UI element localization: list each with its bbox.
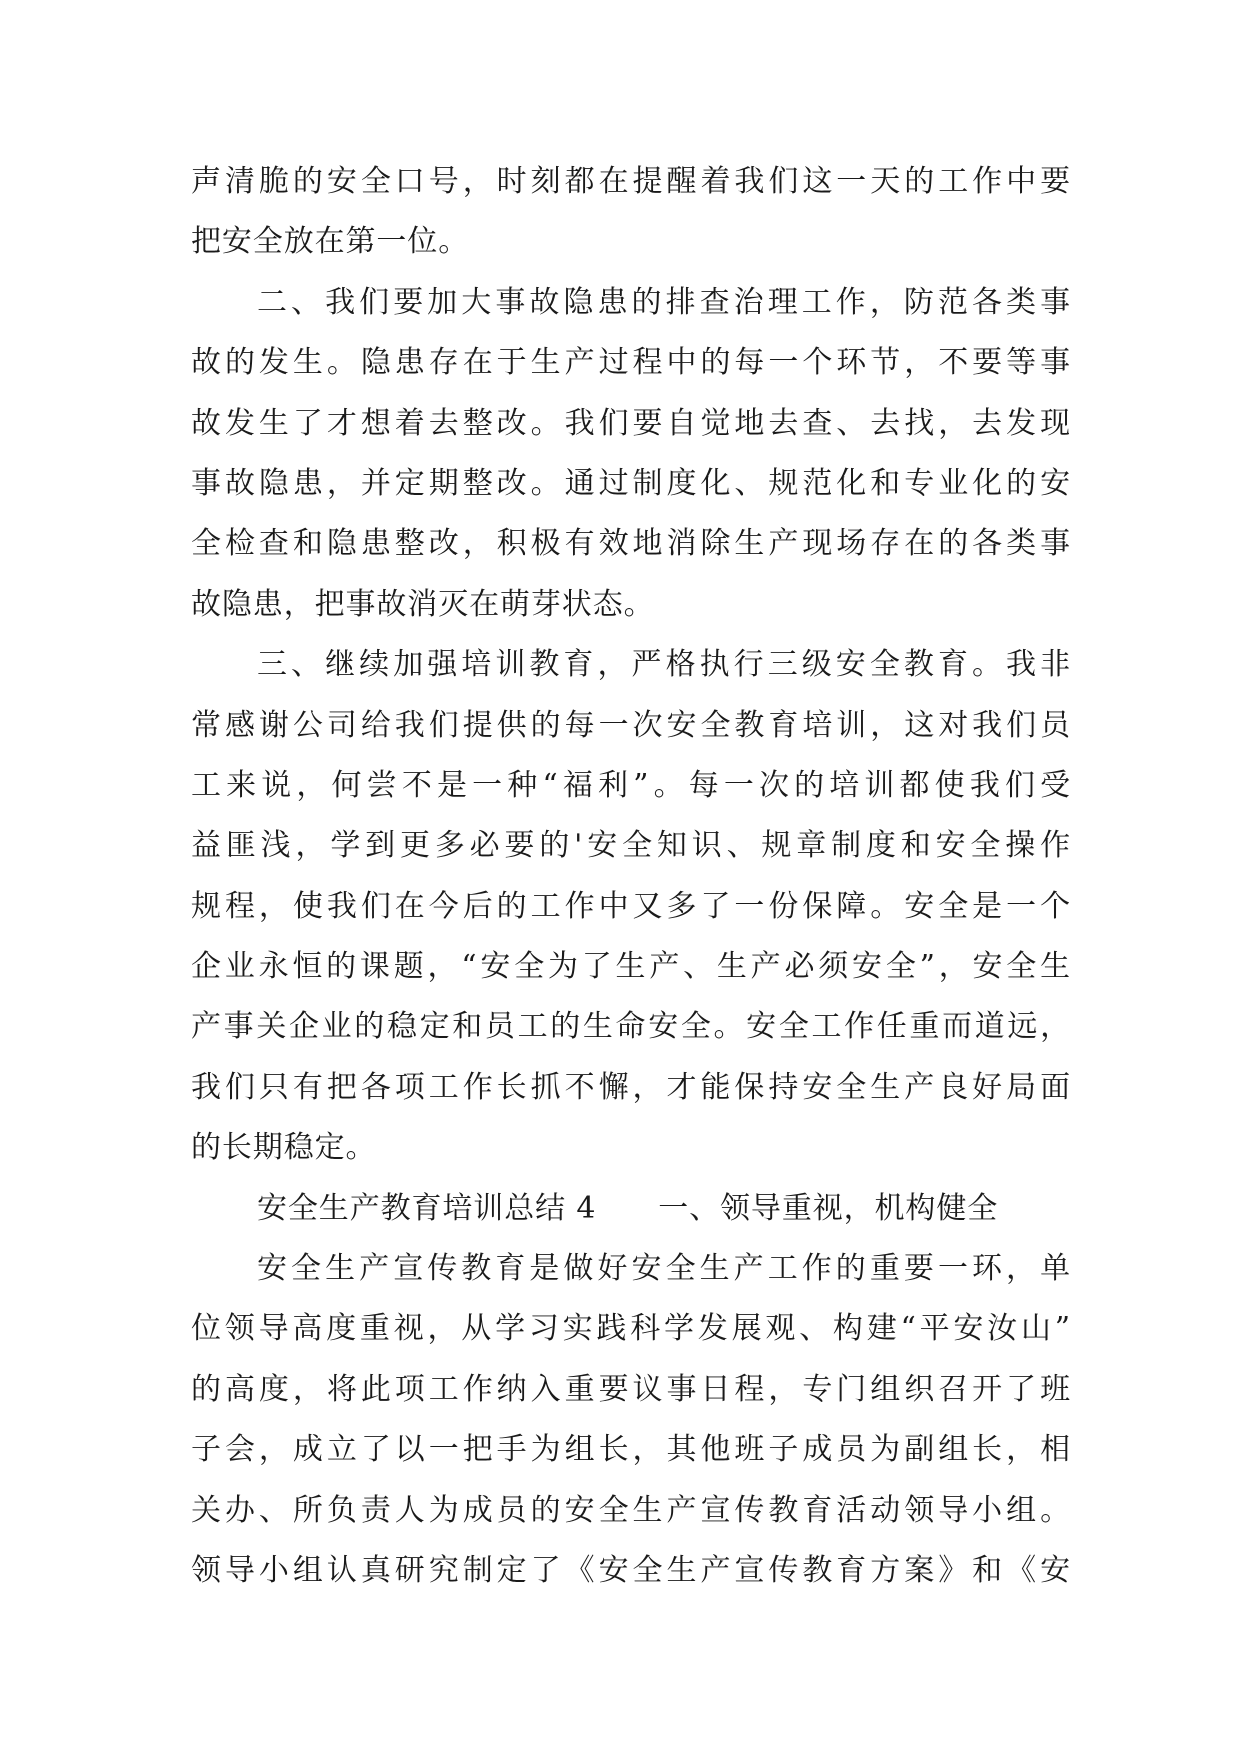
text-line: 工来说，何尝不是一种“福利”。每一次的培训都使我们受: [191, 767, 1071, 803]
text-line: 企业永恒的课题，“安全为了生产、生产必须安全”，安全生: [191, 949, 1071, 985]
document-body: [191, 152, 1071, 1601]
text-line: 益匪浅，学到更多必要的'安全知识、规章制度和安全操作: [191, 828, 1071, 864]
paragraph-start-line: 安全生产宣传教育是做好安全生产工作的重要一环，单: [257, 1251, 1071, 1287]
text-line: 我们只有把各项工作长抓不懈，才能保持安全生产良好局面: [191, 1069, 1071, 1105]
paragraph-start-line: 二、我们要加大事故隐患的排查治理工作，防范各类事: [257, 284, 1071, 320]
text-line: 位领导高度重视，从学习实践科学发展观、构建“平安汝山”: [191, 1311, 1071, 1347]
text-line: 故发生了才想着去整改。我们要自觉地去查、去找，去发现: [191, 405, 1071, 441]
text-line: 故的发生。隐患存在于生产过程中的每一个环节，不要等事: [191, 345, 1071, 381]
text-line: 故隐患，把事故消灭在萌芽状态。: [191, 586, 655, 622]
text-line: 常感谢公司给我们提供的每一次安全教育培训，这对我们员: [191, 707, 1071, 743]
text-line: 把安全放在第一位。: [191, 224, 470, 260]
text-line: 领导小组认真研究制定了《安全生产宣传教育方案》和《安: [191, 1552, 1071, 1588]
text-line: 的高度，将此项工作纳入重要议事日程，专门组织召开了班: [191, 1371, 1071, 1407]
text-line: 的长期稳定。: [191, 1130, 377, 1166]
text-line: 子会，成立了以一把手为组长，其他班子成员为副组长，相: [191, 1432, 1071, 1468]
text-line: 关办、所负责人为成员的安全生产宣传教育活动领导小组。: [191, 1492, 1071, 1528]
paragraph-start-line: 三、继续加强培训教育，严格执行三级安全教育。我非: [257, 647, 1071, 683]
section-heading-line: 安全生产教育培训总结 4 一、领导重视，机构健全: [257, 1190, 999, 1226]
text-line: 产事关企业的稳定和员工的生命安全。安全工作任重而道远，: [191, 1009, 1071, 1045]
text-line: 全检查和隐患整改，积极有效地消除生产现场存在的各类事: [191, 526, 1071, 562]
text-line: 声清脆的安全口号，时刻都在提醒着我们这一天的工作中要: [191, 164, 1071, 199]
text-line: 事故隐患，并定期整改。通过制度化、规范化和专业化的安: [191, 465, 1071, 501]
text-line: 规程，使我们在今后的工作中又多了一份保障。安全是一个: [191, 888, 1071, 924]
